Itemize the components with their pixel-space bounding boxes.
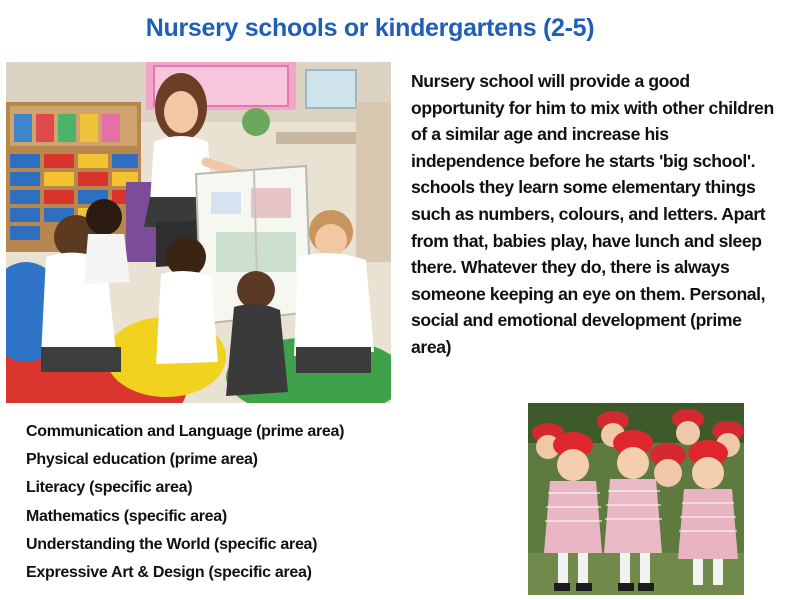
list-item: Literacy (specific area) bbox=[26, 479, 193, 497]
classroom-photo bbox=[6, 62, 391, 403]
learning-areas-list bbox=[26, 418, 344, 587]
list-item: Expressive Art & Design (specific area) bbox=[26, 564, 312, 582]
list-item: Mathematics (specific area) bbox=[26, 507, 227, 525]
list-item: Understanding the World (specific area) bbox=[26, 535, 318, 553]
list-item: Communication and Language (prime area) bbox=[26, 423, 345, 440]
children-in-caps-photo bbox=[528, 403, 744, 595]
slide-title: Nursery schools or kindergartens (2-5) bbox=[145, 14, 595, 42]
intro-paragraph: Nursery school will provide a good opportunity for him to mix with other children of a similar age and increase his independence before he starts 'big school'. schools they learn some elementary things such as numbers, colours, and letters. Apart from that, babies play, have lunch and sleep there. Whatever they do, there is always someone keeping an eye on them. Personal, social and emotional development (prime area) bbox=[411, 71, 774, 357]
list-item: Physical education (prime area) bbox=[26, 451, 258, 469]
